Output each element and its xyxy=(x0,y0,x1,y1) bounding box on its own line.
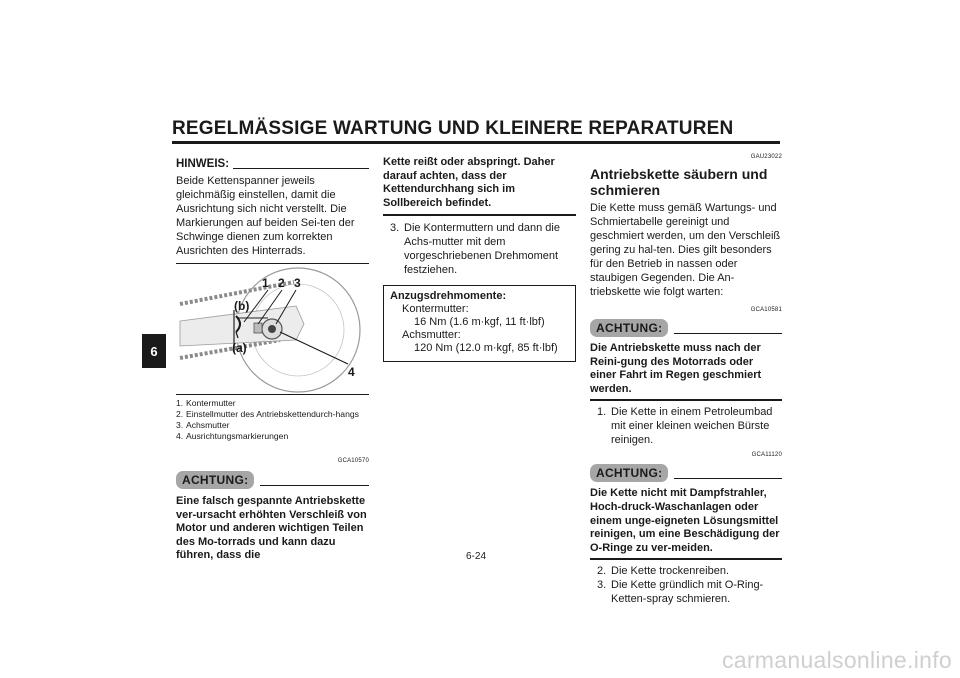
label-3: 3 xyxy=(294,276,301,290)
warning-heading xyxy=(590,319,782,337)
warning-end-rule xyxy=(590,399,782,401)
step-item: 3. Die Kontermuttern und dann die Achs-mutter mit dem vorgeschriebenen Drehmoment festziehen. xyxy=(390,222,560,277)
torque-item-label: Kontermutter: xyxy=(402,303,469,316)
title-rule xyxy=(172,141,780,144)
page-number: 6-24 xyxy=(466,551,487,562)
warning-end-rule xyxy=(590,558,782,560)
column-3 xyxy=(590,150,782,606)
label-4: 4 xyxy=(348,365,355,379)
torque-heading: Anzugsdrehmomente: xyxy=(390,290,507,303)
torque-item-value: 120 Nm (12.0 m·kgf, 85 ft·lbf) xyxy=(414,342,558,355)
note-text: Beide Kettenspanner jeweils gleichmäßig einstellen, damit die Ausrichtung sich nicht verstellt. Die Markierungen auf beiden Sei-ten der Schwinge dienen zum korrekten Ausrichten des Hinterrads. xyxy=(176,175,355,257)
warning-text: Die Antriebskette muss nach der Reini-gung des Motorrads oder einer Fahrt im Regen geschmiert werden. xyxy=(590,342,762,395)
caption-item: 1. Kontermutter xyxy=(176,398,236,408)
watermark: carmanualsonline.info xyxy=(721,647,952,673)
torque-item-value: 16 Nm (1.6 m·kgf, 11 ft·lbf) xyxy=(414,316,545,329)
torque-spec-box xyxy=(383,285,576,362)
warning-code: GCA10570 xyxy=(337,458,369,464)
step-item: 2. Die Kette trockenreiben. xyxy=(597,565,730,578)
warning-code: GCA11120 xyxy=(751,452,782,459)
torque-item-label: Achsmutter: xyxy=(402,329,461,342)
section-title: Antriebskette säubern und schmieren xyxy=(590,166,768,198)
label-2: 2 xyxy=(278,276,285,290)
warning-heading xyxy=(176,471,369,489)
chain-adjuster-figure xyxy=(176,266,369,394)
note-heading xyxy=(176,157,369,171)
warning-code: GCA10581 xyxy=(750,307,782,313)
caption-item: 2. Einstellmutter des Antriebskettendurch-hangs xyxy=(176,409,359,419)
step-list xyxy=(590,564,782,606)
warning-continued: Kette reißt oder abspringt. Daher darauf achten, dass der Kettendurchhang sich im Sollbereich befindet. xyxy=(383,156,555,209)
note-label: HINWEIS: xyxy=(176,158,230,170)
warning-text: Die Kette nicht mit Dampfstrahler, Hoch-druck-Waschanlagen oder einem unge-eigneten Lösungsmittel reinigen, um eine Beschädigung der O-Ringe zu ver-meiden. xyxy=(590,487,780,554)
caption-item: 3. Achsmutter xyxy=(176,420,230,430)
column-2 xyxy=(383,156,576,362)
figure-rule xyxy=(176,394,369,395)
step-item: 3. Die Kette gründlich mit O-Ring-Ketten-spray schmieren. xyxy=(597,579,764,606)
step-list xyxy=(383,221,576,277)
warning-heading xyxy=(590,464,782,482)
column-1 xyxy=(176,157,369,563)
step-item: 1. Die Kette in einem Petroleumbad mit einer kleinen weichen Bürste reinigen. xyxy=(597,406,773,447)
section-intro: Die Kette muss gemäß Wartungs- und Schmiertabelle gereinigt und geschmiert werden, um den Verschleiß gering zu hal-ten. Dies gilt besonders für den Betrieb in nassen oder staubigen Gegenden. Die An-triebskette wie folgt warten: xyxy=(590,202,781,298)
label-b: (b) xyxy=(234,299,250,313)
figure-captions xyxy=(176,398,369,442)
warning-text: Eine falsch gespannte Antriebskette ver-ursacht erhöhten Verschleiß von Motor und anderen wichtigen Teilen des Mo-torrads und kann dazu führen, dass die xyxy=(176,495,367,562)
step-list xyxy=(590,405,782,447)
caption-item: 4. Ausrichtungsmarkierungen xyxy=(176,431,289,441)
note-end-rule xyxy=(176,263,369,264)
warning-badge: ACHTUNG: xyxy=(590,319,668,337)
label-1: 1 xyxy=(262,276,269,290)
page-title: REGELMÄSSIGE WARTUNG UND KLEINERE REPARATUREN xyxy=(172,118,734,139)
chapter-tab: 6 xyxy=(142,334,166,368)
warning-badge: ACHTUNG: xyxy=(176,471,254,489)
label-a: (a) xyxy=(232,341,247,355)
warning-end-rule xyxy=(383,214,576,216)
warning-badge: ACHTUNG: xyxy=(590,464,668,482)
section-code: GAU23022 xyxy=(750,154,782,160)
